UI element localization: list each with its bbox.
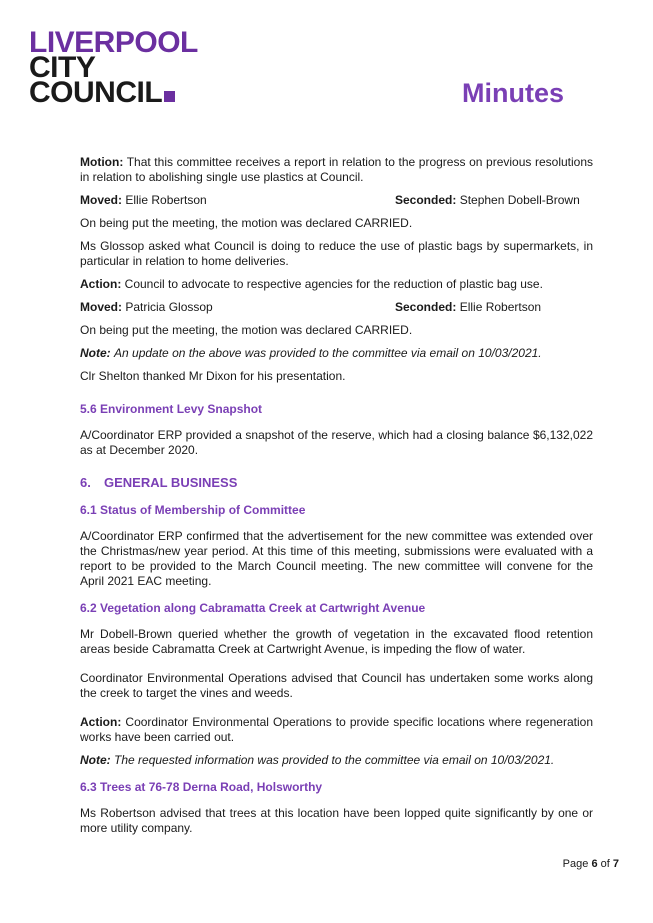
motion-paragraph: Motion: That this committee receives a report in relation to the progress on previous resolutions in relation to abolishing single use plastics at Council.	[80, 155, 594, 184]
logo-line-1: LIVERPOOL	[29, 26, 198, 59]
section-6-2-query: Mr Dobell-Brown queried whether the growth of vegetation in the excavated flood retention areas beside Cabramatta Creek at Cartwright Avenue, is impeding the flow of water.	[80, 627, 593, 656]
moved-seconded-row: Moved: Patricia Glossop Seconded: Ellie Robertson	[80, 300, 542, 314]
section-heading-5-6: 5.6 Environment Levy Snapshot	[80, 402, 263, 416]
glossop-question: Ms Glossop asked what Council is doing to reduce the use of plastic bags by supermarkets, in particular in relation to home deliveries.	[80, 239, 593, 268]
section-heading-6-3: 6.3 Trees at 76-78 Derna Road, Holsworthy	[80, 780, 323, 794]
action-paragraph: Action: Council to advocate to respective agencies for the reduction of plastic bag use.	[80, 277, 543, 291]
section-heading-6-2: 6.2 Vegetation along Cabramatta Creek at Cartwright Avenue	[80, 601, 426, 615]
carried-statement: On being put the meeting, the motion was declared CARRIED.	[80, 323, 413, 337]
minutes-body	[80, 155, 593, 844]
logo-square-icon	[164, 91, 175, 102]
section-6-3-text: Ms Robertson advised that trees at this location have been lopped quite significantly by one or more utility company.	[80, 806, 593, 835]
carried-statement: On being put the meeting, the motion was declared CARRIED.	[80, 216, 413, 230]
page-number: Page 6 of 7	[562, 858, 619, 870]
document-title: Minutes	[461, 78, 564, 108]
section-heading-6: 6. GENERAL BUSINESS	[80, 475, 238, 490]
council-logo	[29, 26, 198, 109]
section-6-2-note: Note: The requested information was provided to the committee via email on 10/03/2021.	[80, 753, 555, 767]
moved-seconded-row: Moved: Ellie Robertson Seconded: Stephen Dobell-Brown	[80, 193, 580, 207]
section-5-6-text: A/Coordinator ERP provided a snapshot of the reserve, which had a closing balance $6,132,022 as at December 2020.	[80, 428, 593, 457]
note-paragraph: Note: An update on the above was provided to the committee via email on 10/03/2021.	[80, 346, 542, 360]
logo-line-3: COUNCIL	[29, 80, 198, 105]
logo-line-2: CITY	[29, 51, 96, 84]
section-6-2-advice: Coordinator Environmental Operations advised that Council has undertaken some works along the creek to target the vines and weeds.	[80, 671, 593, 700]
section-heading-6-1: 6.1 Status of Membership of Committee	[80, 503, 306, 517]
shelton-thanks: Clr Shelton thanked Mr Dixon for his presentation.	[80, 369, 346, 383]
section-6-2-action: Action: Coordinator Environmental Operations to provide specific locations where regeneration works have been carried out.	[80, 715, 593, 744]
section-6-1-text: A/Coordinator ERP confirmed that the advertisement for the new committee was extended over the Christmas/new year period. At this time of this meeting, submissions were evaluated with a report to be provided to the March Council meeting. The new committee will convene for the April 2021 EAC meeting.	[80, 529, 593, 588]
